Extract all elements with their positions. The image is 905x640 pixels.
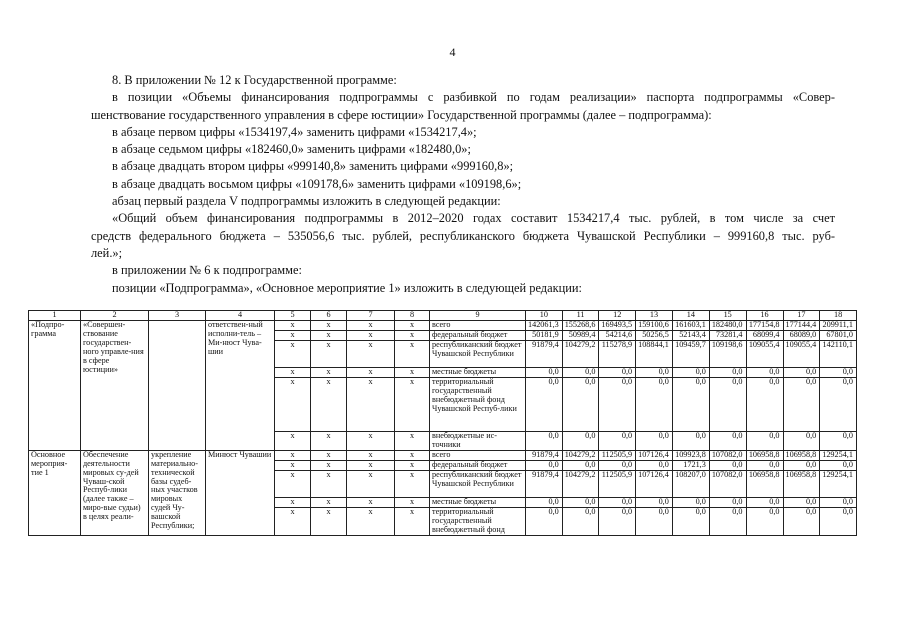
- executor-cell: ответствен-ный исполни-тель – Ми-нюст Чува-шии: [206, 321, 275, 451]
- source-cell: федеральный бюджет: [430, 460, 526, 470]
- column-header: 8: [395, 311, 430, 321]
- value-cell: 0,0: [636, 460, 673, 470]
- source-cell: территориальный государственный внебюджетный фонд Чувашской Респуб-лики: [430, 378, 526, 432]
- value-cell: 129254,1: [820, 470, 857, 497]
- column-header: 14: [672, 311, 709, 321]
- code-cell: x: [347, 507, 395, 535]
- value-cell: 0,0: [709, 460, 746, 470]
- value-cell: 0,0: [820, 497, 857, 507]
- code-cell: x: [275, 450, 311, 460]
- value-cell: 0,0: [783, 378, 820, 432]
- value-cell: 104279,2: [562, 450, 599, 460]
- value-cell: 0,0: [746, 497, 783, 507]
- value-cell: 0,0: [672, 432, 709, 451]
- value-cell: 108207,0: [672, 470, 709, 497]
- code-cell: x: [311, 497, 347, 507]
- value-cell: 0,0: [636, 507, 673, 535]
- code-cell: x: [311, 368, 347, 378]
- value-cell: 107082,0: [709, 470, 746, 497]
- value-cell: 0,0: [562, 378, 599, 432]
- value-cell: 50989,4: [562, 331, 599, 341]
- value-cell: 0,0: [783, 507, 820, 535]
- value-cell: 0,0: [562, 460, 599, 470]
- code-cell: x: [275, 497, 311, 507]
- value-cell: 115278,9: [599, 341, 636, 368]
- value-cell: 161603,1: [672, 321, 709, 331]
- code-cell: x: [395, 497, 430, 507]
- value-cell: 0,0: [636, 497, 673, 507]
- code-cell: x: [395, 432, 430, 451]
- value-cell: 0,0: [672, 497, 709, 507]
- value-cell: 0,0: [746, 507, 783, 535]
- value-cell: 0,0: [636, 432, 673, 451]
- paragraph: лей.»;: [91, 245, 123, 260]
- value-cell: 52143,4: [672, 331, 709, 341]
- value-cell: 0,0: [562, 507, 599, 535]
- code-cell: x: [347, 331, 395, 341]
- value-cell: 0,0: [526, 432, 563, 451]
- paragraph: в абзаце двадцать втором цифры «999140,8» заменить цифрами «999160,8»;: [112, 159, 514, 174]
- value-cell: 67801,0: [820, 331, 857, 341]
- source-cell: местные бюджеты: [430, 497, 526, 507]
- column-header: 15: [709, 311, 746, 321]
- value-cell: 0,0: [599, 378, 636, 432]
- value-cell: 109198,6: [709, 341, 746, 368]
- value-cell: 1721,3: [672, 460, 709, 470]
- value-cell: 50256,5: [636, 331, 673, 341]
- source-cell: республиканский бюджет Чувашской Республики: [430, 341, 526, 368]
- code-cell: x: [347, 497, 395, 507]
- value-cell: 0,0: [746, 368, 783, 378]
- code-cell: x: [311, 432, 347, 451]
- value-cell: 0,0: [562, 432, 599, 451]
- paragraph: средств федерального бюджета – 535056,6 тыс. рублей, республиканского бюджета Чувашской Республики – 999160,8 тыс. руб-: [91, 228, 835, 243]
- value-cell: 0,0: [562, 497, 599, 507]
- value-cell: 142061,3: [526, 321, 563, 331]
- document-text: [91, 72, 835, 297]
- value-cell: 107126,4: [636, 470, 673, 497]
- value-cell: 91879,4: [526, 450, 563, 460]
- code-cell: x: [395, 507, 430, 535]
- source-cell: внебюджетные ис-точники: [430, 432, 526, 451]
- code-cell: x: [311, 321, 347, 331]
- value-cell: 155268,6: [562, 321, 599, 331]
- value-cell: 0,0: [820, 368, 857, 378]
- code-cell: x: [311, 470, 347, 497]
- value-cell: 182480,0: [709, 321, 746, 331]
- value-cell: 106958,8: [783, 470, 820, 497]
- value-cell: 0,0: [783, 432, 820, 451]
- value-cell: 109055,4: [783, 341, 820, 368]
- value-cell: 0,0: [526, 460, 563, 470]
- value-cell: 0,0: [746, 460, 783, 470]
- paragraph: в позиции «Объемы финансирования подпрограммы с разбивкой по годам реализации» паспорта подпрограммы «Совер-: [112, 90, 835, 105]
- value-cell: 107082,0: [709, 450, 746, 460]
- status-cell: Основное мероприя-тие 1: [29, 450, 81, 535]
- value-cell: 108844,1: [636, 341, 673, 368]
- source-cell: федеральный бюджет: [430, 331, 526, 341]
- code-cell: x: [347, 460, 395, 470]
- value-cell: 0,0: [783, 460, 820, 470]
- value-cell: 0,0: [672, 368, 709, 378]
- value-cell: 106958,8: [783, 450, 820, 460]
- value-cell: 54214,6: [599, 331, 636, 341]
- value-cell: 68089,0: [783, 331, 820, 341]
- task-cell: [149, 321, 206, 451]
- value-cell: 109055,4: [746, 341, 783, 368]
- column-header: 10: [526, 311, 563, 321]
- value-cell: 0,0: [709, 507, 746, 535]
- code-cell: x: [347, 341, 395, 368]
- value-cell: 0,0: [636, 368, 673, 378]
- value-cell: 0,0: [709, 432, 746, 451]
- code-cell: x: [275, 378, 311, 432]
- value-cell: 0,0: [599, 460, 636, 470]
- value-cell: 91879,4: [526, 470, 563, 497]
- code-cell: x: [311, 341, 347, 368]
- code-cell: x: [395, 368, 430, 378]
- code-cell: x: [275, 331, 311, 341]
- paragraph: шенствование государственного управления в сфере юстиции» Государственной программы (далее – подпрограмма):: [91, 107, 712, 122]
- source-cell: территориальный государственный внебюджетный фонд: [430, 507, 526, 535]
- value-cell: 112505,9: [599, 470, 636, 497]
- value-cell: 0,0: [599, 497, 636, 507]
- task-cell: укрепление материально-технической базы судеб-ных участков мировых судей Чу-вашской Республики;: [149, 450, 206, 535]
- column-header: 9: [430, 311, 526, 321]
- code-cell: x: [395, 460, 430, 470]
- table-row: [29, 321, 857, 331]
- source-cell: местные бюджеты: [430, 368, 526, 378]
- value-cell: 109923,8: [672, 450, 709, 460]
- value-cell: 112505,9: [599, 450, 636, 460]
- value-cell: 104279,2: [562, 470, 599, 497]
- value-cell: 159100,6: [636, 321, 673, 331]
- code-cell: x: [395, 378, 430, 432]
- paragraph: абзац первый раздела V подпрограммы изложить в следующей редакции:: [112, 194, 501, 209]
- paragraph: в приложении № 6 к подпрограмме:: [112, 263, 302, 278]
- code-cell: x: [395, 341, 430, 368]
- value-cell: 0,0: [820, 432, 857, 451]
- column-header: 18: [820, 311, 857, 321]
- code-cell: x: [395, 331, 430, 341]
- paragraph: в абзаце седьмом цифры «182460,0» заменить цифрами «182480,0»;: [112, 142, 471, 157]
- value-cell: 109459,7: [672, 341, 709, 368]
- paragraph: позиции «Подпрограмма», «Основное мероприятие 1» изложить в следующей редакции:: [112, 280, 582, 295]
- value-cell: 68099,4: [746, 331, 783, 341]
- code-cell: x: [347, 378, 395, 432]
- value-cell: 177144,4: [783, 321, 820, 331]
- code-cell: x: [311, 331, 347, 341]
- value-cell: 0,0: [636, 378, 673, 432]
- source-cell: всего: [430, 321, 526, 331]
- name-cell: «Совершен-ствование государствен-ного управле-ния в сфере юстиции»: [81, 321, 149, 451]
- code-cell: x: [347, 321, 395, 331]
- value-cell: 106958,8: [746, 450, 783, 460]
- code-cell: x: [395, 470, 430, 497]
- column-header: 1: [29, 311, 81, 321]
- value-cell: 0,0: [709, 497, 746, 507]
- column-header: 6: [311, 311, 347, 321]
- value-cell: 169493,5: [599, 321, 636, 331]
- column-header: 16: [746, 311, 783, 321]
- column-header: 5: [275, 311, 311, 321]
- source-cell: всего: [430, 450, 526, 460]
- value-cell: 0,0: [746, 432, 783, 451]
- paragraph: 8. В приложении № 12 к Государственной программе:: [112, 73, 397, 87]
- executor-cell: Минюст Чувашии: [206, 450, 275, 535]
- value-cell: 91879,4: [526, 341, 563, 368]
- value-cell: 0,0: [526, 507, 563, 535]
- value-cell: 0,0: [526, 368, 563, 378]
- value-cell: 177154,8: [746, 321, 783, 331]
- code-cell: x: [395, 321, 430, 331]
- source-cell: республиканский бюджет Чувашской Республики: [430, 470, 526, 497]
- code-cell: x: [275, 368, 311, 378]
- code-cell: x: [275, 470, 311, 497]
- value-cell: 0,0: [672, 378, 709, 432]
- page-number: 4: [449, 45, 456, 59]
- paragraph: в абзаце первом цифры «1534197,4» заменить цифрами «1534217,4»;: [112, 124, 477, 139]
- column-header: 12: [599, 311, 636, 321]
- column-header: 7: [347, 311, 395, 321]
- value-cell: 142110,1: [820, 341, 857, 368]
- code-cell: x: [275, 460, 311, 470]
- value-cell: 0,0: [526, 378, 563, 432]
- value-cell: 209911,1: [820, 321, 857, 331]
- code-cell: x: [275, 507, 311, 535]
- value-cell: 0,0: [709, 368, 746, 378]
- value-cell: 0,0: [599, 368, 636, 378]
- column-header: 4: [206, 311, 275, 321]
- value-cell: 106958,8: [746, 470, 783, 497]
- value-cell: 73281,4: [709, 331, 746, 341]
- value-cell: 50181,9: [526, 331, 563, 341]
- value-cell: 0,0: [820, 507, 857, 535]
- value-cell: 0,0: [746, 378, 783, 432]
- value-cell: 0,0: [709, 378, 746, 432]
- code-cell: x: [347, 368, 395, 378]
- code-cell: x: [347, 470, 395, 497]
- column-header: 13: [636, 311, 673, 321]
- column-header: 17: [783, 311, 820, 321]
- name-cell: Обеспечение деятельности мировых су-дей Чуваш-ской Респуб-лики (далее также – миро-вые судьи) в целях реали-: [81, 450, 149, 535]
- value-cell: 0,0: [599, 432, 636, 451]
- code-cell: x: [311, 378, 347, 432]
- code-cell: x: [275, 432, 311, 451]
- value-cell: 0,0: [599, 507, 636, 535]
- code-cell: x: [347, 450, 395, 460]
- code-cell: x: [275, 321, 311, 331]
- code-cell: x: [395, 450, 430, 460]
- value-cell: 0,0: [783, 497, 820, 507]
- table-row: [29, 450, 857, 460]
- code-cell: x: [347, 432, 395, 451]
- column-header: 11: [562, 311, 599, 321]
- value-cell: 0,0: [820, 460, 857, 470]
- paragraph: «Общий объем финансирования подпрограммы в 2012–2020 годах составит 1534217,4 тыс. рублей, в том числе за счет: [112, 211, 835, 226]
- code-cell: x: [311, 460, 347, 470]
- column-header: 3: [149, 311, 206, 321]
- value-cell: 0,0: [526, 497, 563, 507]
- value-cell: 104279,2: [562, 341, 599, 368]
- value-cell: 0,0: [562, 368, 599, 378]
- code-cell: x: [311, 450, 347, 460]
- value-cell: 107126,4: [636, 450, 673, 460]
- column-header: 2: [81, 311, 149, 321]
- value-cell: 0,0: [820, 378, 857, 432]
- header-row: [29, 311, 857, 321]
- code-cell: x: [311, 507, 347, 535]
- code-cell: x: [275, 341, 311, 368]
- value-cell: 0,0: [783, 368, 820, 378]
- value-cell: 0,0: [672, 507, 709, 535]
- financing-table: [28, 310, 857, 536]
- status-cell: «Подпро-грамма: [29, 321, 81, 451]
- value-cell: 129254,1: [820, 450, 857, 460]
- paragraph: в абзаце двадцать восьмом цифры «109178,6» заменить цифрами «109198,6»;: [112, 176, 522, 191]
